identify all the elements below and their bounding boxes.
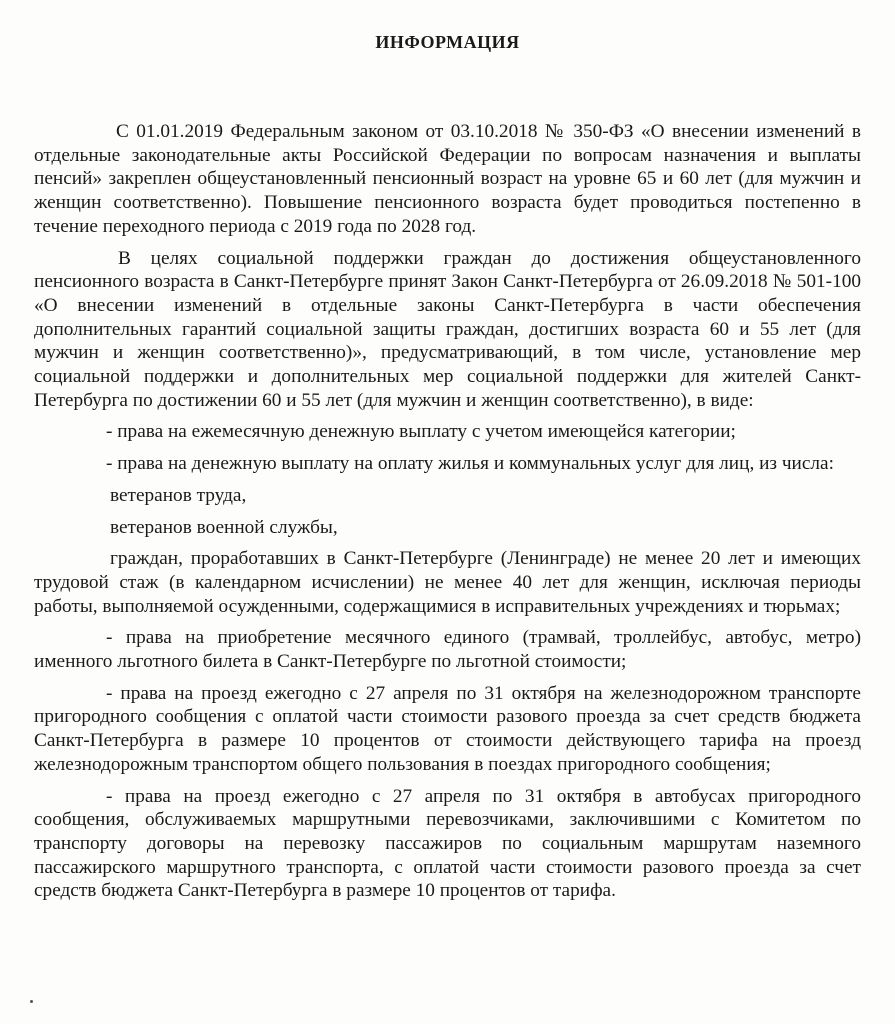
list-item-railway: - права на проезд ежегодно с 27 апреля по 31 октября на железнодорожном транспорте пригородного сообщения с оплатой части стоимости разового проезда за счет средств бюджета Санкт-Петербурга в размере 10 процентов от стоимости действующего тарифа на проезд железнодорожным транспортом общего пользования в поездах пригородного сообщения;: [34, 682, 861, 775]
list-item-housing-payment: - права на денежную выплату на оплату жилья и коммунальных услуг для лиц, из числа:: [106, 453, 834, 475]
sub-item-military-veterans: ветеранов военной службы,: [110, 516, 338, 538]
scan-speck: [30, 1000, 33, 1003]
paragraph-spb-law: В целях социальной поддержки граждан до достижения общеустановленного пенсионного возраста в Санкт-Петербурге принят Закон Санкт-Петербурга от 26.09.2018 № 501-100 «О внесении изменений в отдельные законы Санкт-Петербурга в части обеспечения дополнительных гарантий социальной защиты граждан, достигших возраста 60 и 55 лет (для мужчин и женщин соответственно)», предусматривающий, в том числе, установление мер социальной поддержки и дополнительных мер социальной поддержки для жителей Санкт-Петербурга по достижении 60 и 55 лет (для мужчин и женщин соответственно), в виде:: [34, 247, 861, 411]
list-item-ticket: - права на приобретение месячного единого (трамвай, троллейбус, автобус, метро) именного льготного билета в Санкт-Петербурге по льготной стоимости;: [34, 627, 861, 673]
sub-item-citizens: граждан, проработавших в Санкт-Петербурге (Ленинграде) не менее 20 лет и имеющих трудовой стаж (в календарном исчислении) не менее 40 лет для женщин, исключая периоды работы, выполняемой осужденными, содержащимися в исправительных учреждениях и тюрьмах;: [34, 548, 861, 617]
document-title: ИНФОРМАЦИЯ: [375, 32, 520, 52]
paragraph-pension-age: С 01.01.2019 Федеральным законом от 03.10.2018 № 350-ФЗ «О внесении изменений в отдельные законодательные акты Российской Федерации по вопросам назначения и выплаты пенсий» закреплен общеустановленный пенсионный возраст на уровне 65 и 60 лет (для мужчин и женщин соответственно). Повышение пенсионного возраста будет проводиться постепенно в течение переходного периода с 2019 года по 2028 год.: [34, 121, 861, 237]
sub-item-labour-veterans: ветеранов труда,: [110, 484, 247, 506]
list-item-monthly-payment: - права на ежемесячную денежную выплату с учетом имеющейся категории;: [106, 421, 736, 443]
list-item-bus: - права на проезд ежегодно с 27 апреля по 31 октября в автобусах пригородного сообщения, обслуживаемых маршрутными перевозчиками, заключившими с Комитетом по транспорту договоры на перевозку пассажиров по социальным маршрутам наземного пассажирского маршрутного транспорта, с оплатой части стоимости разового проезда за счет средств бюджета Санкт-Петербурга в размере 10 процентов от тарифа.: [34, 785, 861, 902]
